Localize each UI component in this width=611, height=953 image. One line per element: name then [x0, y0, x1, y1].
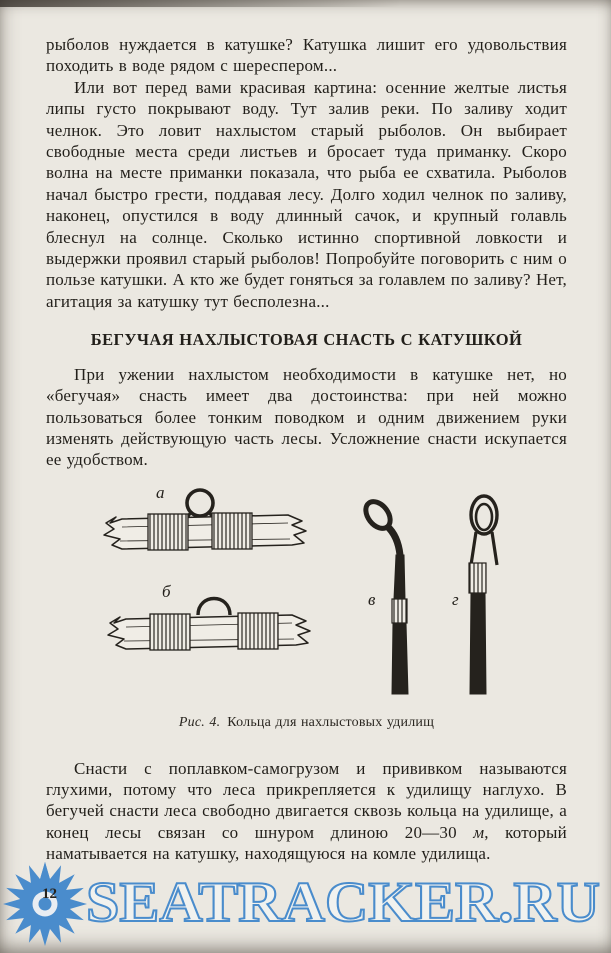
watermark — [84, 870, 608, 936]
figure-label-g: г — [451, 589, 459, 609]
section-heading: БЕГУЧАЯ НАХЛЫСТОВАЯ СНАСТЬ С КАТУШКОЙ — [90, 330, 523, 350]
rod-ring-b-illustration — [108, 598, 310, 650]
figure-label-a: а — [155, 482, 165, 502]
figure-caption-label: Рис. 4. — [178, 715, 221, 731]
page-content — [46, 34, 567, 865]
rod-ring-a-illustration — [104, 490, 306, 550]
unit-meters: м — [473, 822, 485, 842]
figure-illustration — [92, 483, 522, 701]
watermark-text: SEATRACKER.RU — [86, 871, 600, 934]
figure-rod-rings — [46, 483, 567, 734]
paragraph-story: Или вот перед вами красивая картина: осенние желтые листья липы густо покрывают воду. Тут залив реки. По заливу ходит челнок. Это ловит нахлыстом старый рыболов. Он выбирает свободные места среди листьев и бросает туда приманку. Скоро волна на месте приманки показала, что рыба ее схватила. Рыболов начал быстро грести, поддавая лесу. Долго ходил челнок по заливу, наконец, опустился в воду длинный сачок, и крупный голавль блеснул на солнце. Сколько истинно спортивной ловкости и выдержки проявил старый рыболов! Попробуйте поговорить с ним о пользе катушки. А кто же будет гоняться за голавлем по заливу? Нет, агитация за катушку тут бесполезна... — [46, 77, 567, 311]
closing-text-before-unit: Снасти с поплавком-самогрузом и прививком называются глухими, потому что леса прикрепляется к удилищу наглухо. В бегучей снасти леса свободно двигается сквозь кольца на удилище, а конец лесы связан со шнуром длиною 20—30 — [46, 758, 567, 842]
closing-text-after-unit: , который наматывается на катушку, находящуюся на комле удилища. — [46, 822, 567, 864]
rod-tip-g-illustration — [469, 496, 497, 694]
page-number: 12 — [42, 886, 57, 902]
figure-caption-text: Кольца для нахлыстовых удилищ — [227, 715, 435, 731]
paragraph-section: При ужении нахлыстом необходимости в катушке нет, но «бегучая» снасть имеет два достоинства: при ней можно пользоваться более тонким поводком и одним движением руки изменять действующую часть лесы. Усложнение снасти искупается ее удобством. — [46, 364, 567, 470]
scan-edge-shadow — [0, 0, 400, 7]
figure-label-v: в — [367, 589, 376, 609]
paragraph-intro: рыболов нуждается в катушке? Катушка лишит его удовольствия походить в воде рядом с шереспером... — [46, 35, 567, 76]
gear-star-icon — [3, 862, 87, 946]
figure-label-b: б — [161, 581, 171, 601]
figure-caption — [46, 712, 567, 733]
paragraph-closing — [46, 758, 567, 865]
